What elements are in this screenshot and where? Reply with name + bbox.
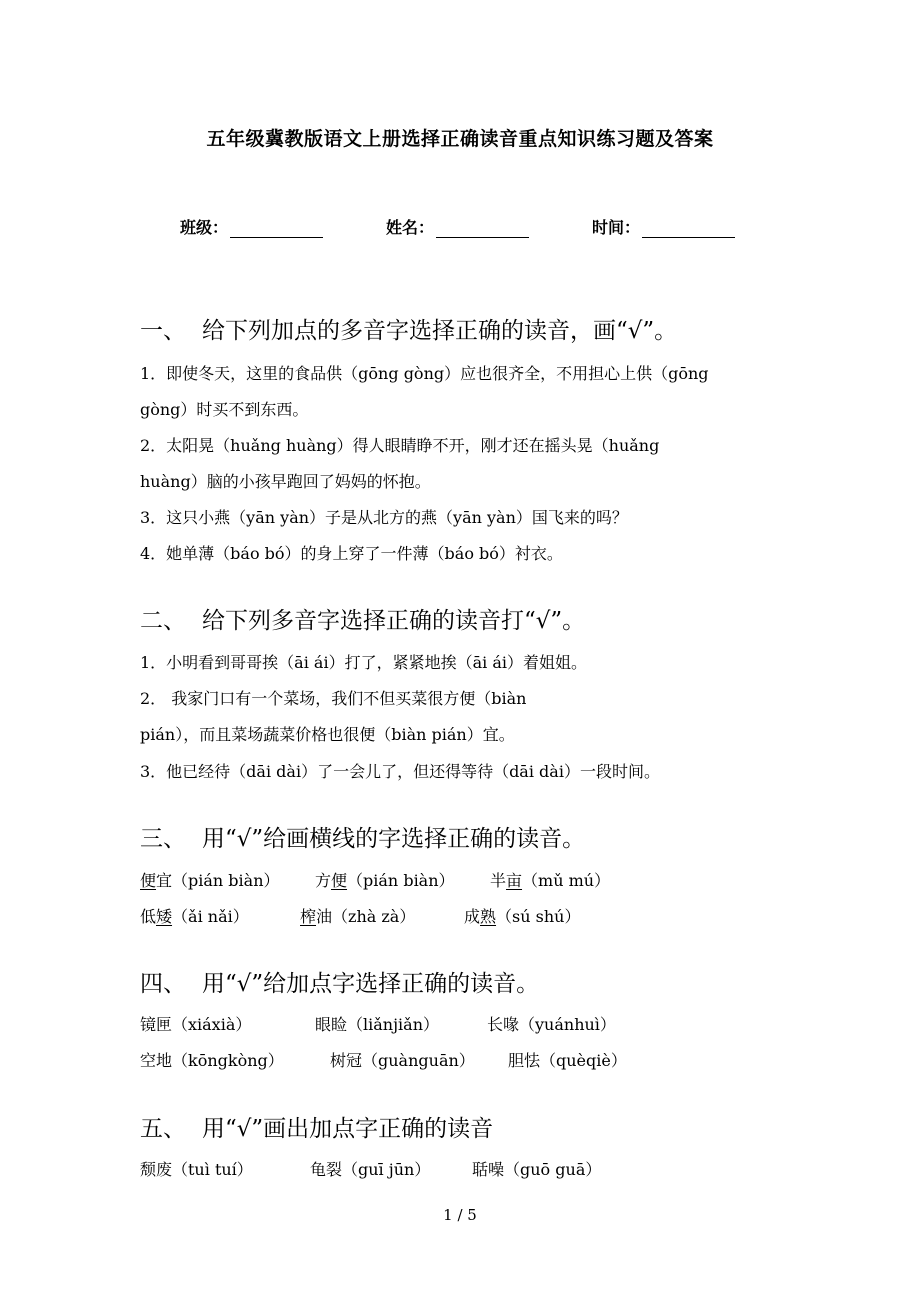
word-item: 聒噪（guō guā） bbox=[472, 1160, 602, 1179]
q3-line: 3．他已经待（dāi dài）了一会儿了，但还得等待（dāi dài）一段时间。 bbox=[140, 762, 660, 781]
class-blank[interactable] bbox=[230, 219, 323, 238]
name-blank[interactable] bbox=[436, 219, 529, 238]
section-1-title: 给下列加点的多音字选择正确的读音，画“√”。 bbox=[202, 318, 678, 344]
word-item: 方便（pián biàn） bbox=[315, 871, 455, 890]
word-item: 龟裂（guī jūn） bbox=[310, 1160, 431, 1179]
word-item: 镜匣（xiáxià） bbox=[140, 1015, 252, 1034]
section-5-heading bbox=[140, 1110, 493, 1143]
word-item: 便宜（pián biàn） bbox=[140, 871, 280, 890]
section-3-title: 用“√”给画横线的字选择正确的读音。 bbox=[202, 826, 586, 852]
class-label: 班级： bbox=[180, 218, 229, 237]
section-5-number: 五、 bbox=[140, 1116, 186, 1142]
underlined-char: 榨 bbox=[300, 907, 317, 926]
page-number: 1 / 5 bbox=[443, 1206, 477, 1224]
q1-line: 1．小明看到哥哥挨（āi ái）打了，紧紧地挨（āi ái）着姐姐。 bbox=[140, 653, 587, 672]
class-field bbox=[180, 215, 323, 238]
time-blank[interactable] bbox=[642, 219, 735, 238]
section-3-number: 三、 bbox=[140, 826, 186, 852]
word-item: 榨油（zhà zà） bbox=[300, 907, 416, 926]
section-2-number: 二、 bbox=[140, 608, 186, 634]
word-item: 长喙（yuánhuì） bbox=[487, 1015, 616, 1034]
word-item: 树冠（guànguān） bbox=[330, 1051, 475, 1070]
section-4-title: 用“√”给加点字选择正确的读音。 bbox=[202, 971, 540, 997]
q1-line: 1．即使冬天，这里的食品供（gōng gòng）应也很齐全，不用担心上供（gōng bbox=[140, 364, 709, 383]
section-4-number: 四、 bbox=[140, 971, 186, 997]
word-item: 颓废（tuì tuí） bbox=[140, 1160, 253, 1179]
word-item: 半亩（mǔ mú） bbox=[490, 871, 611, 890]
name-label: 姓名： bbox=[386, 218, 435, 237]
q2-line: 2． 我家门口有一个菜场，我们不但买菜很方便（biàn bbox=[140, 689, 527, 708]
section-4-heading bbox=[140, 965, 539, 998]
section-5-title: 用“√”画出加点字正确的读音 bbox=[202, 1116, 494, 1142]
underlined-char: 亩 bbox=[506, 871, 523, 890]
name-field bbox=[386, 215, 529, 238]
q4-line: 4．她单薄（báo bó）的身上穿了一件薄（báo bó）衬衣。 bbox=[140, 544, 563, 563]
section-1-number: 一、 bbox=[140, 318, 186, 344]
underlined-char: 便 bbox=[140, 871, 157, 890]
word-item: 成熟（sú shú） bbox=[464, 907, 581, 926]
word-item: 低矮（ǎi nǎi） bbox=[140, 907, 249, 926]
word-item: 胆怯（quèqiè） bbox=[508, 1051, 627, 1070]
q2-line: 2．太阳晃（huǎng huàng）得人眼睛睁不开，刚才还在摇头晃（huǎng bbox=[140, 436, 660, 455]
word-item: 眼睑（liǎnjiǎn） bbox=[315, 1015, 440, 1034]
page-title: 五年级冀教版语文上册选择正确读音重点知识练习题及答案 bbox=[206, 128, 714, 150]
underlined-char: 便 bbox=[331, 871, 348, 890]
word-item: 空地（kōngkòng） bbox=[140, 1051, 284, 1070]
time-label: 时间： bbox=[592, 218, 641, 237]
section-1-heading bbox=[140, 312, 677, 345]
section-2-title: 给下列多音字选择正确的读音打“√”。 bbox=[202, 608, 586, 634]
section-3-heading bbox=[140, 820, 585, 853]
underlined-char: 矮 bbox=[156, 907, 173, 926]
section-2-heading bbox=[140, 602, 585, 635]
q2-line: pián），而且菜场蔬菜价格也很便（biàn pián）宜。 bbox=[140, 725, 515, 744]
q3-line: 3．这只小燕（yān yàn）子是从北方的燕（yān yàn）国飞来的吗？ bbox=[140, 508, 628, 527]
time-field bbox=[592, 215, 735, 238]
q1-line: gòng）时买不到东西。 bbox=[140, 400, 309, 419]
q2-line: huàng）脑的小孩早跑回了妈妈的怀抱。 bbox=[140, 472, 431, 491]
underlined-char: 熟 bbox=[480, 907, 497, 926]
